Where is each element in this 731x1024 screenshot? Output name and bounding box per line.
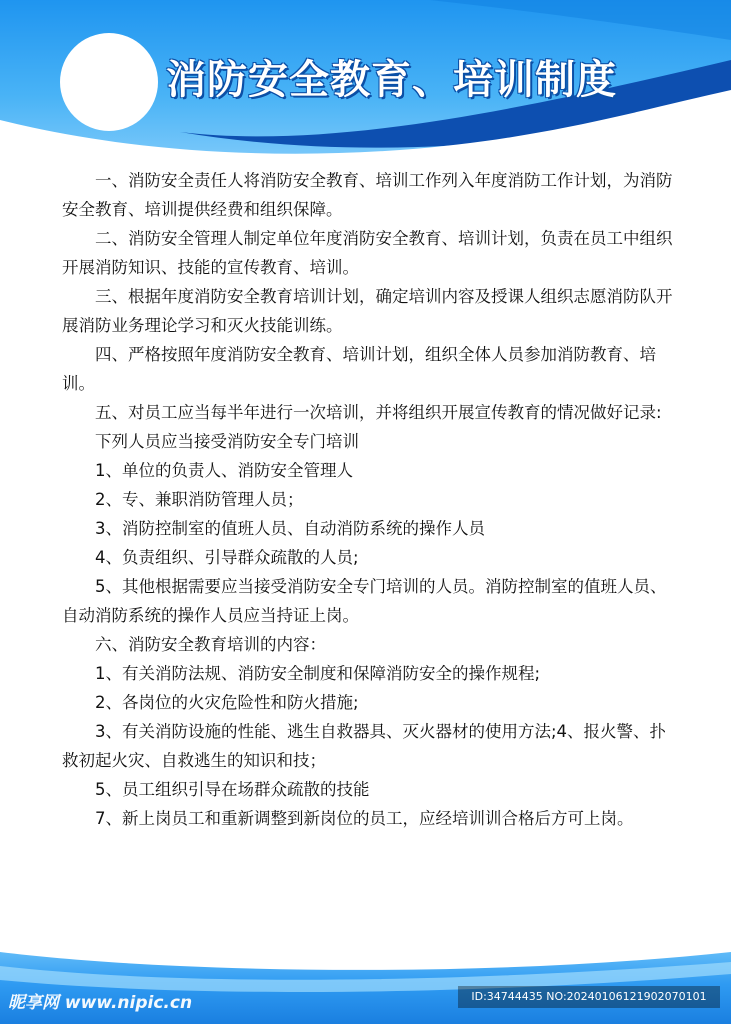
- page-title: 消防安全教育、培训制度: [166, 57, 617, 103]
- paragraph: 一、消防安全责任人将消防安全教育、培训工作列入年度消防工作计划，为消防安全教育、培训提供经费和组织保障。: [62, 171, 673, 219]
- logo-circle: [60, 33, 158, 131]
- list-item: 4、负责组织、引导群众疏散的人员;: [95, 548, 359, 567]
- list-item: 3、有关消防设施的性能、逃生自救器具、灭火器材的使用方法;4、报火警、扑救初起火灾、自救逃生的知识和技；: [62, 722, 667, 770]
- paragraph: 三、根据年度消防安全教育培训计划，确定培训内容及授课人组织志愿消防队开展消防业务理论学习和灭火技能训练。: [62, 287, 673, 335]
- paragraph: 六、消防安全教育培训的内容：: [95, 635, 326, 654]
- list-item: 1、有关消防法规、消防安全制度和保障消防安全的操作规程;: [95, 664, 541, 683]
- list-item: 5、员工组织引导在场群众疏散的技能: [95, 780, 370, 799]
- paragraph: 二、消防安全管理人制定单位年度消防安全教育、培训计划，负责在员工中组织开展消防知识、技能的宣传教育、培训。: [62, 229, 673, 277]
- watermark-id: ID:34744435 NO:20240106121902070101: [458, 986, 720, 1008]
- paragraph: 下列人员应当接受消防安全专门培训: [95, 432, 359, 451]
- list-item: 1、单位的负责人、消防安全管理人: [95, 461, 353, 480]
- paragraph: 五、对员工应当每半年进行一次培训，并将组织开展宣传教育的情况做好记录:: [95, 403, 662, 422]
- list-item: 2、各岗位的火灾危险性和防火措施;: [95, 693, 359, 712]
- document-body: [62, 166, 674, 833]
- list-item: 7、新上岗员工和重新调整到新岗位的员工，应经培训训合格后方可上岗。: [95, 809, 634, 828]
- paragraph: 四、严格按照年度消防安全教育、培训计划，组织全体人员参加消防教育、培训。: [62, 345, 656, 393]
- list-item: 2、专、兼职消防管理人员；: [95, 490, 304, 509]
- list-item: 5、其他根据需要应当接受消防安全专门培训的人员。消防控制室的值班人员、自动消防系统的操作人员应当持证上岗。: [62, 577, 667, 625]
- watermark-site: 昵享网 www.nipic.cn: [8, 993, 193, 1013]
- list-item: 3、消防控制室的值班人员、自动消防系统的操作人员: [95, 519, 485, 538]
